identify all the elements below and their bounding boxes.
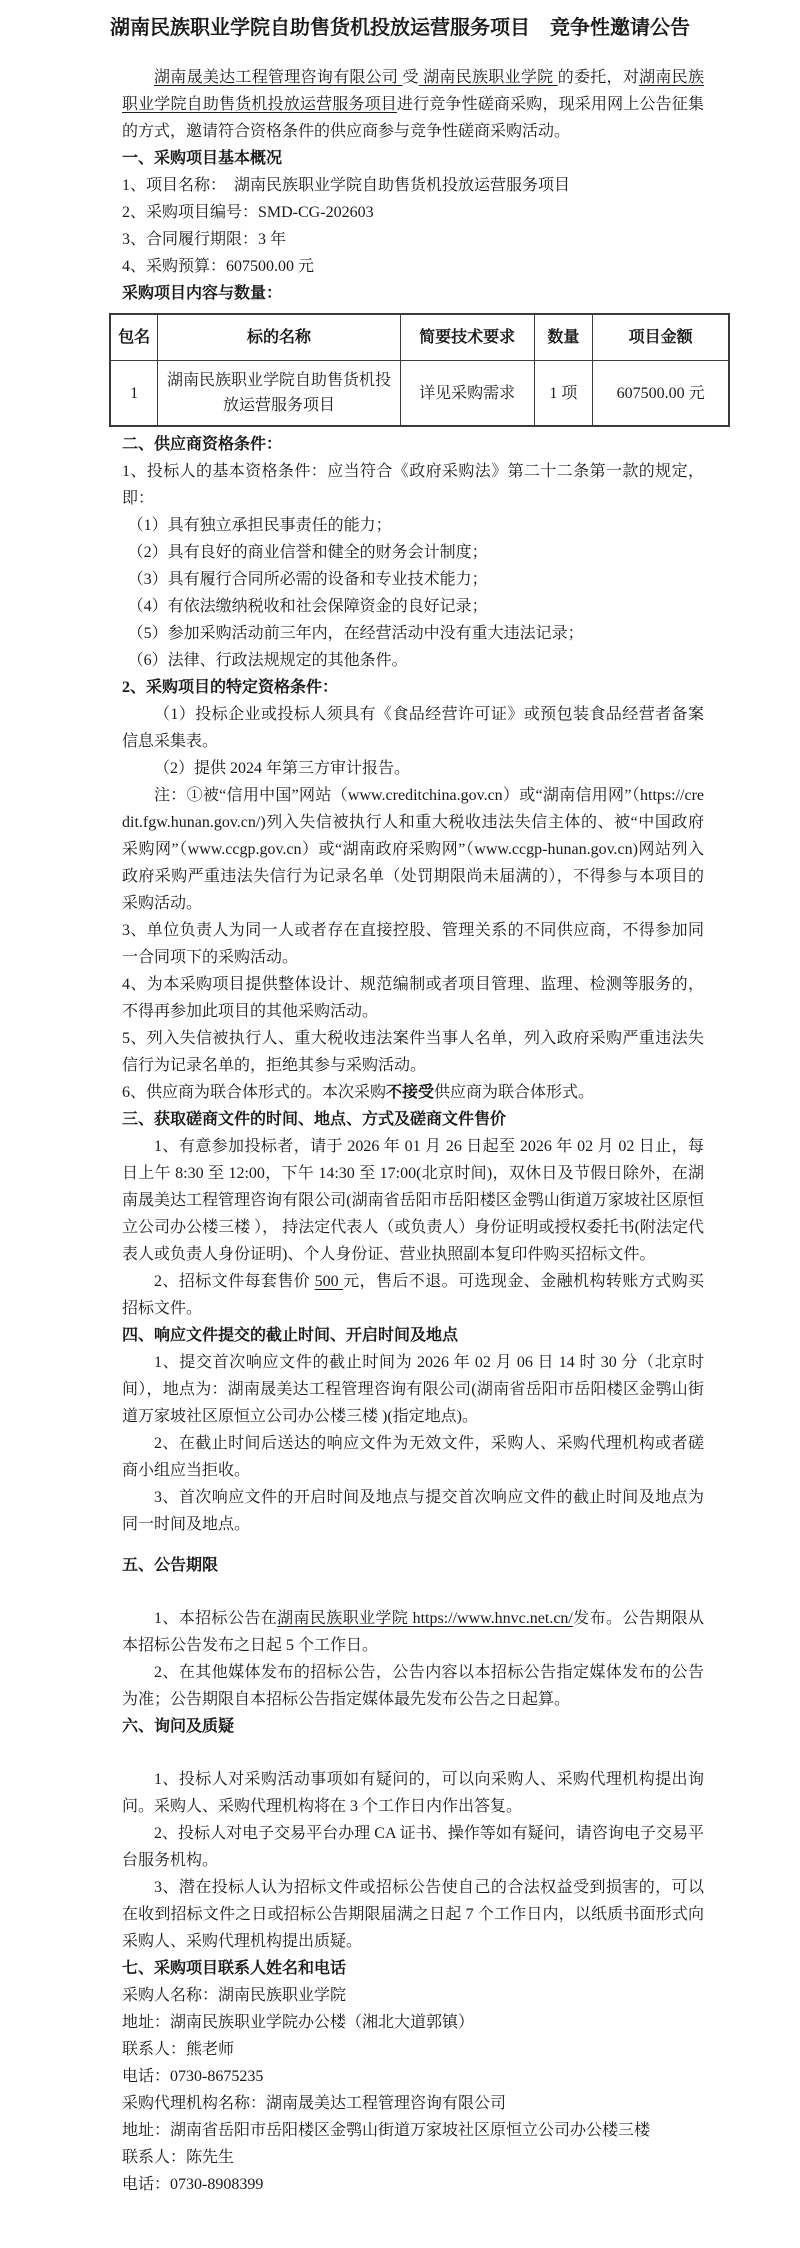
underlined-text: 500 [314, 1273, 344, 1290]
text-segment: （3）具有履行合同所必需的设备和专业技术能力； [127, 571, 488, 588]
table-header-cell: 项目金额 [593, 314, 729, 361]
text-segment: （1）具有独立承担民事责任的能力； [127, 517, 392, 534]
other-media-paragraph [122, 1659, 704, 1713]
table-cell: 湖南民族职业学院自助售货机投放运营服务项目 [158, 361, 401, 427]
specific-condition-2 [122, 755, 704, 782]
text-segment: 四、响应文件提交的截止时间、开启时间及地点 [122, 1327, 459, 1344]
basic-qualification-line [122, 458, 704, 512]
specific-condition-1 [122, 701, 704, 755]
purchaser-phone-line [122, 2063, 704, 2090]
rule-4 [122, 971, 704, 1025]
text-segment: 2、招标文件每套售价 [154, 1273, 315, 1290]
text-segment: 电话：0730-8675235 [122, 2068, 264, 2085]
project-number-line [122, 199, 704, 226]
contract-period-line [122, 226, 704, 253]
table-cell: 607500.00 元 [593, 361, 729, 427]
table-cell: 1 [110, 361, 158, 427]
basic-condition-5 [122, 620, 704, 647]
section-2-heading [122, 431, 704, 458]
text-segment: 1、有意参加投标者，请于 2026 年 01 月 26 日起至 2026 年 02 月 02 日止，每日上午 8:30 至 12:00，下午 14:30 至 17:00(北京时间)，双休日及节假日除外，在湖南晟美达工程管理咨询有限公司(湖南省岳阳市岳阳楼区金鹗山街道万家坡社区原恒立公司办公楼三楼 ）， 持法定代表人（或负责人）身份证明或授权委托书(附法定代表人或负责人身份证明)、个人身份证、营业执照副本复印件购买招标文件。 [122, 1138, 704, 1263]
budget-line [122, 253, 704, 280]
text-segment: 5、列入失信被执行人、重大税收违法案件当事人名单，列入政府采购严重违法失信行为记录名单的，拒绝其参与采购活动。 [122, 1030, 704, 1074]
text-segment: 2、采购项目的特定资格条件： [122, 679, 339, 696]
basic-condition-4 [122, 593, 704, 620]
inquiry-paragraph [122, 1766, 704, 1820]
text-segment: 4、采购预算：607500.00 元 [122, 258, 315, 275]
text-segment: （6）法律、行政法规规定的其他条件。 [127, 652, 408, 669]
text-segment: 1、投标人的基本资格条件：应当符合《政府采购法》第二十二条第一款的规定，即： [122, 463, 704, 507]
section-4-heading [122, 1322, 704, 1349]
bold-text: 不接受 [386, 1084, 435, 1101]
rule-5 [122, 1025, 704, 1079]
project-name-line [122, 172, 704, 199]
section-1-heading [122, 145, 704, 172]
underlined-text: 湖南民族职业学院自助售货机投放运营服务项目 [122, 69, 704, 113]
text-segment: （2）具有良好的商业信誉和健全的财务会计制度； [127, 544, 488, 561]
credit-note [122, 782, 704, 917]
spacer-after-section-5-heading [0, 1579, 800, 1605]
table-cell: 1 项 [534, 361, 593, 427]
text-segment: 2、在其他媒体发布的招标公告，公告内容以本招标公告指定媒体发布的公告为准；公告期限自本招标公告指定媒体最先发布公告之日起算。 [122, 1664, 704, 1708]
basic-condition-1 [122, 512, 704, 539]
text-segment: 3、单位负责人为同一人或者存在直接控股、管理关系的不同供应商，不得参加同一合同项下的采购活动。 [122, 922, 704, 966]
text-segment: 3、首次响应文件的开启时间及地点与提交首次响应文件的截止时间及地点为同一时间及地点。 [122, 1489, 704, 1533]
text-segment: 1、本招标公告在 [154, 1610, 278, 1627]
spacer-after-section-6-heading [0, 1740, 800, 1766]
text-segment: 采购代理机构名称：湖南晟美达工程管理咨询有限公司 [122, 2095, 507, 2112]
text-segment: 采购人名称：湖南民族职业学院 [122, 1987, 347, 2004]
purchaser-name-line [122, 1982, 704, 2009]
underlined-text: 湖南晟美达工程管理咨询有限公司 [154, 69, 403, 86]
procurement-table [109, 313, 730, 427]
section-5-heading [122, 1552, 704, 1579]
text-segment: 一、采购项目基本概况 [122, 150, 283, 167]
announcement-media-paragraph [122, 1605, 704, 1659]
doc-body [0, 64, 800, 2198]
agency-contact-line [122, 2144, 704, 2171]
doc-title: 湖南民族职业学院自助售货机投放运营服务项目 竞争性邀请公告 [110, 17, 690, 39]
underlined-text: 湖南民族职业学院 [418, 69, 558, 86]
text-segment: 联系人：陈先生 [122, 2149, 235, 2166]
text-segment: 2、在截止时间后送达的响应文件为无效文件，采购人、采购代理机构或者磋商小组应当拒收。 [122, 1435, 704, 1479]
agency-phone-line [122, 2171, 704, 2198]
underlined-text: 湖南民族职业学院 https://www.hnvc.net.cn/ [277, 1610, 573, 1627]
table-row [110, 361, 729, 427]
agency-address-line [122, 2117, 704, 2144]
spacer-before-section-5 [0, 1538, 800, 1552]
text-segment: 2、采购项目编号：SMD-CG-202603 [122, 204, 374, 221]
section-3-heading [122, 1106, 704, 1133]
text-segment: 地址：湖南省岳阳市岳阳楼区金鹗山街道万家坡社区原恒立公司办公楼三楼 [122, 2122, 651, 2139]
table-header-cell: 数量 [534, 314, 593, 361]
text-segment: 1、项目名称： 湖南民族职业学院自助售货机投放运营服务项目 [122, 177, 571, 194]
text-segment: 七、采购项目联系人姓名和电话 [122, 1960, 347, 1977]
rule-6 [122, 1079, 704, 1106]
text-segment: 联系人：熊老师 [122, 2041, 235, 2058]
specific-qualification-heading [122, 674, 704, 701]
objection-paragraph [122, 1874, 704, 1955]
basic-condition-2 [122, 539, 704, 566]
text-segment: 二、供应商资格条件： [122, 436, 283, 453]
text-segment: 六、询问及质疑 [122, 1718, 235, 1735]
table-header-cell: 简要技术要求 [400, 314, 534, 361]
deadline-paragraph [122, 1349, 704, 1430]
basic-condition-3 [122, 566, 704, 593]
purchaser-contact-line [122, 2036, 704, 2063]
text-segment: （5）参加采购活动前三年内，在经营活动中没有重大违法记录； [127, 625, 584, 642]
text-segment: 4、为本采购项目提供整体设计、规范编制或者项目管理、监理、检测等服务的，不得再参加此项目的其他采购活动。 [122, 976, 704, 1020]
table-header-row [110, 314, 729, 361]
doc-obtain-paragraph [122, 1133, 704, 1268]
text-segment: （1）投标企业或投标人须具有《食品经营许可证》或预包装食品经营者备案信息采集表。 [122, 706, 704, 750]
text-segment: 供应商为联合体形式。 [434, 1084, 595, 1101]
text-segment: 6、供应商为联合体形式的。本次采购 [122, 1084, 387, 1101]
text-segment: 的委托，对 [557, 69, 640, 86]
section-6-heading [122, 1713, 704, 1740]
opening-time-paragraph [122, 1484, 704, 1538]
text-segment: （2）提供 2024 年第三方审计报告。 [154, 760, 411, 777]
text-segment: 地址：湖南民族职业学院办公楼（湘北大道郭镇） [122, 2014, 475, 2031]
table-header-cell: 标的名称 [158, 314, 401, 361]
rule-3 [122, 917, 704, 971]
intro-paragraph [122, 64, 704, 145]
ca-platform-paragraph [122, 1820, 704, 1874]
late-submission-paragraph [122, 1430, 704, 1484]
purchaser-address-line [122, 2009, 704, 2036]
text-segment: （4）有依法缴纳税收和社会保障资金的良好记录； [127, 598, 488, 615]
text-segment: 三、获取磋商文件的时间、地点、方式及磋商文件售价 [122, 1111, 507, 1128]
doc-price-paragraph [122, 1268, 704, 1322]
text-segment: 元，售后不退。可选现金、金融机构转账方式购买招标文件。 [122, 1273, 704, 1317]
table-cell: 详见采购需求 [400, 361, 534, 427]
table-header-cell: 包名 [110, 314, 158, 361]
text-segment: 五、公告期限 [122, 1557, 219, 1574]
text-segment: 进行竞争性磋商采购，现采用网上公告征集的方式，邀请符合资格条件的供应商参与竞争性磋商采购活动。 [122, 96, 704, 140]
text-segment: 发布。公告期限从本招标公告发布之日起 5 个工作日。 [122, 1610, 704, 1654]
text-segment: 3、潜在投标人认为招标文件或招标公告使自己的合法权益受到损害的，可以在收到招标文件之日或招标公告期限届满之日起 7 个工作日内，以纸质书面形式向采购人、采购代理机构提出质疑。 [122, 1879, 704, 1950]
text-segment: 注：①被“信用中国”网站（www.creditchina.gov.cn）或“湖南信用网”（https://credit.fgw.hunan.gov.cn/)列入失信被执行人和重大税收违法失信主体的、被“中国政府采购网”（www.ccgp.gov.cn）或“湖南政府采购网”（www.ccgp-hunan.gov.cn)网站列入政府采购严重违法失信行为记录名单（处罚期限尚未届满的），不得参与本项目的采购活动。 [122, 787, 704, 912]
text-segment: 电话：0730-8908399 [122, 2176, 264, 2193]
text-segment: 采购项目内容与数量： [122, 285, 283, 302]
table-caption [122, 280, 704, 307]
section-7-heading [122, 1955, 704, 1982]
agency-name-line [122, 2090, 704, 2117]
text-segment: 1、投标人对采购活动事项如有疑问的，可以向采购人、采购代理机构提出询问。采购人、采购代理机构将在 3 个工作日内作出答复。 [122, 1771, 704, 1815]
text-segment: 2、投标人对电子交易平台办理 CA 证书、操作等如有疑问，请咨询电子交易平台服务机构。 [122, 1825, 704, 1869]
text-segment: 3、合同履行期限：3 年 [122, 231, 287, 248]
basic-condition-6 [122, 647, 704, 674]
text-segment: 受 [402, 69, 419, 86]
text-segment: 1、提交首次响应文件的截止时间为 2026 年 02 月 06 日 14 时 30 分（北京时间），地点为：湖南晟美达工程管理咨询有限公司(湖南省岳阳市岳阳楼区金鹗山街道万家坡社区原恒立公司办公楼三楼 )(指定地点)。 [122, 1354, 704, 1425]
